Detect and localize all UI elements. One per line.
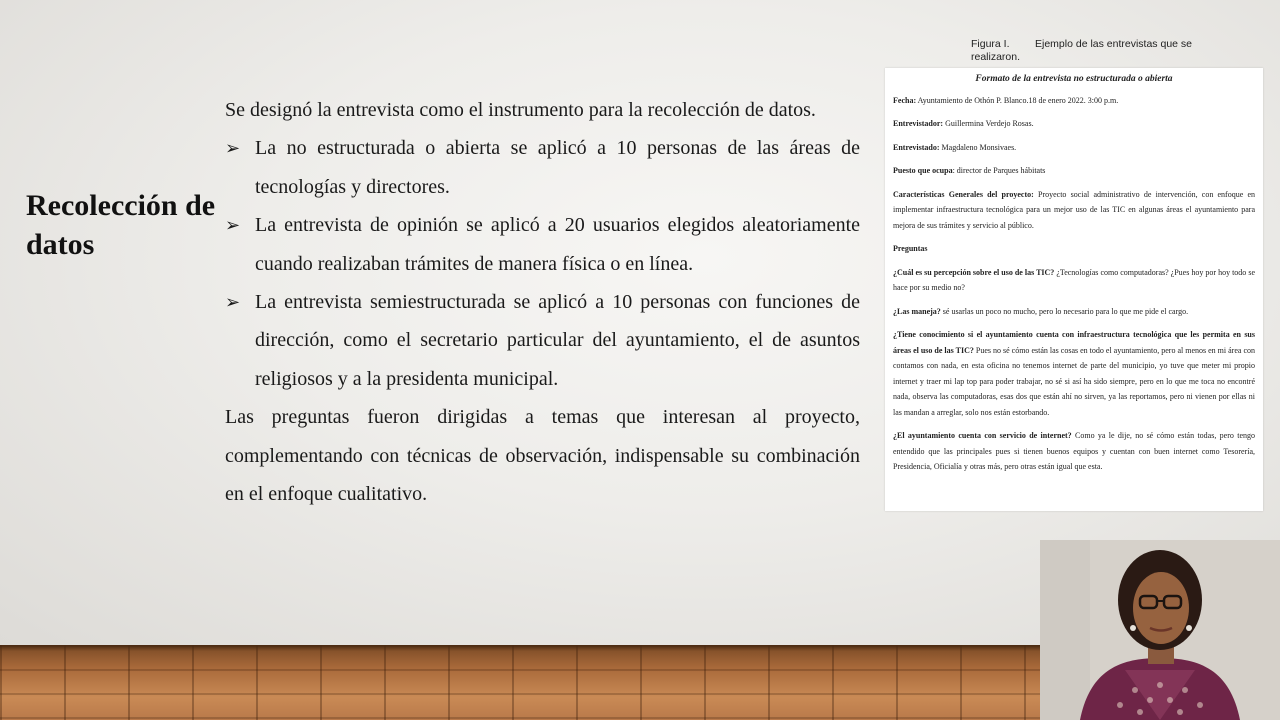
doc-field <box>893 187 1255 234</box>
bullet-text: La entrevista semiestructurada se aplicó a 10 personas con funciones de dirección, como el secretario particular del ayuntamiento, el de asuntos religiosos y a la presidenta municipal. <box>255 291 860 390</box>
doc-field <box>893 140 1255 156</box>
presenter-video <box>1040 540 1280 720</box>
qa-item <box>893 428 1255 475</box>
questions-heading <box>893 241 1255 257</box>
bullet-text: La entrevista de opinión se aplicó a 20 usuarios elegidos aleatoriamente cuando realizaban trámites de manera física o en línea. <box>255 214 860 275</box>
bullet-text: La no estructurada o abierta se aplicó a 10 personas de las áreas de tecnologías y directores. <box>255 137 860 198</box>
doc-field <box>893 93 1255 109</box>
figure-caption-text: Ejemplo de las entrevistas que se realizaron. <box>971 38 1193 63</box>
intro-paragraph: Se designó la entrevista como el instrumento para la recolección de datos. <box>225 99 816 121</box>
doc-field-label: Puesto que ocupa <box>893 166 953 175</box>
answer-text: ¿Tecnologías como computadoras? ¿Pues hoy por hoy todo se hace por su medio no? <box>893 267 1255 292</box>
qa-item <box>893 265 1255 296</box>
closing-paragraph: Las preguntas fueron dirigidas a temas que interesan al proyecto, complementando con técnicas de observación, indispensable su combinación en el enfoque cualitativo. <box>225 406 860 506</box>
slide-body <box>225 91 860 513</box>
doc-field-value: Guillermina Verdejo Rosas. <box>943 119 1034 128</box>
doc-field <box>893 163 1255 179</box>
bullet-item <box>225 283 860 398</box>
question-text: ¿El ayuntamiento cuenta con servicio de internet? <box>893 431 1072 440</box>
doc-field-value: Ayuntamiento de Othón P. Blanco.18 de enero 2022. 3:00 p.m. <box>916 95 1119 105</box>
question-text: ¿Cuál es su percepción sobre el uso de las TIC? <box>893 267 1055 277</box>
question-text: ¿Tiene conocimiento si el ayuntamiento cuenta con infraestructura tecnológica que les permita en sus áreas el uso de las TIC? <box>893 330 1255 355</box>
bullet-item <box>225 129 860 206</box>
doc-field-value: Magdaleno Monsivaes. <box>939 142 1017 152</box>
answer-text: Como ya le dije, no sé cómo están todas, pero tengo entendido que las principales pues si tienen buenos equipos y cuentan con buen internet como Tesorería, Presidencia, Oficialía y otras más, pero otras están igual que esta. <box>893 431 1255 471</box>
doc-field-value: Proyecto social administrativo de intervención, con enfoque en implementar infraestructura tecnológica para un mejor uso de las TIC en algunas áreas el ayuntamiento para mejora de sus trámites y servicio al público. <box>893 189 1256 230</box>
presenter-video-icon <box>1040 540 1280 720</box>
doc-field-label: Fecha: <box>893 95 917 105</box>
answer-text: Pues no sé cómo están las cosas en todo el ayuntamiento, pero al menos en mi área con contamos con nada, en esta oficina no tenemos internet de parte del municipio, yo tuve que meter mi propio internet y traer mi lap top para poder trabajar, no sé si así ha sido siempre, pero en lo que me toca no encontré nada, observa las computadoras, esas dos que están ahí no sirven, ya las reportamos, pero ni vienen por ellas ni las mandan a arreglar, solo nos están estorbando. <box>893 345 1256 417</box>
arrow-bullet-icon: ➢ <box>225 215 241 236</box>
doc-field <box>893 116 1255 132</box>
answer-text: sé usarlas un poco no mucho, pero lo necesario para lo que me pide el cargo. <box>940 306 1189 316</box>
doc-field-value: : director de Parques hábitats <box>952 166 1046 175</box>
qa-item <box>893 327 1255 420</box>
arrow-bullet-icon: ➢ <box>225 138 241 159</box>
interview-document-image <box>885 68 1263 511</box>
slide-title: Recolección de datos <box>26 189 216 261</box>
document-title: Formato de la entrevista no estructurada o abierta <box>975 74 1173 84</box>
doc-field-label: Entrevistado: <box>893 142 940 152</box>
arrow-bullet-icon: ➢ <box>225 292 241 313</box>
figure-caption <box>971 38 1201 64</box>
bullet-item <box>225 206 860 283</box>
figure-label: Figura I. <box>971 38 1010 50</box>
questions-heading-text: Preguntas <box>893 244 928 253</box>
doc-field-label: Entrevistador: <box>893 119 944 128</box>
question-text: ¿Las maneja? <box>893 306 941 316</box>
qa-item <box>893 304 1255 320</box>
doc-field-label: Características Generales del proyecto: <box>893 189 1034 199</box>
